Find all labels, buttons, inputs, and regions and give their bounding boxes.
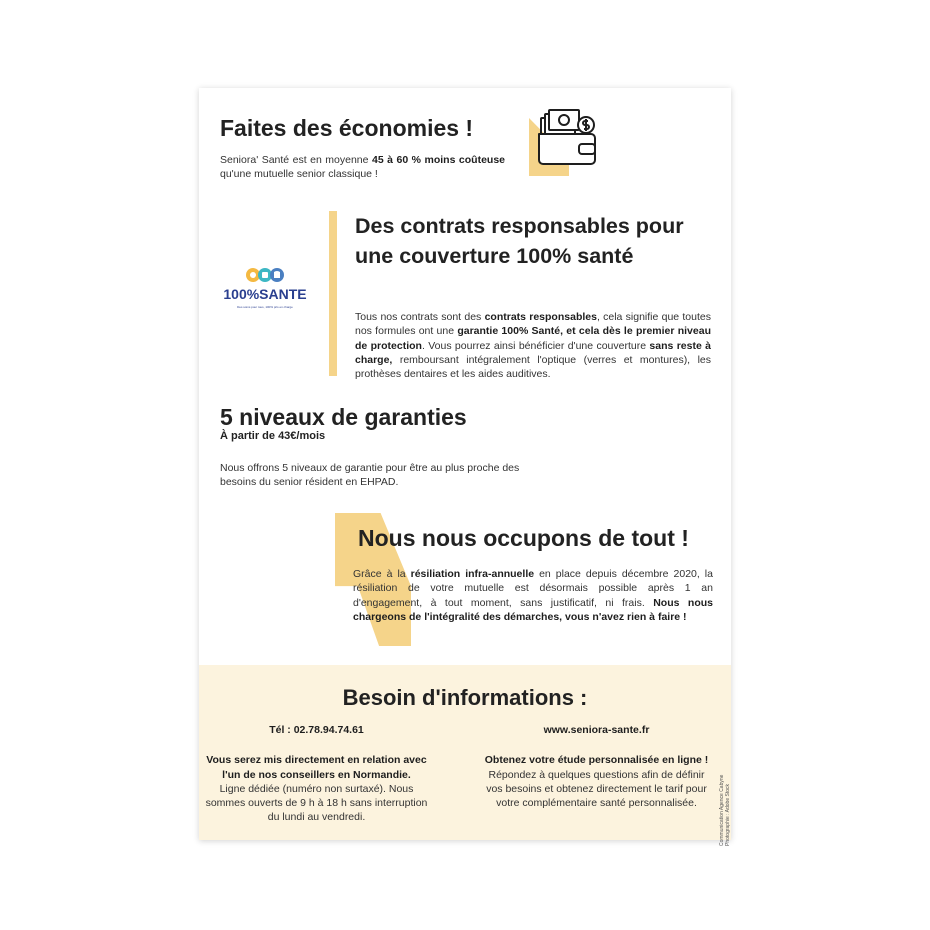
website-link[interactable]: www.seniora-sante.fr [543, 724, 650, 736]
niveaux-title: 5 niveaux de garanties [220, 404, 467, 430]
niveaux-subtitle: À partir de 43€/mois [220, 430, 326, 442]
wallet-money-icon [535, 108, 599, 172]
svg-text:Des soins pour tous, 100% pris: Des soins pour tous, 100% pris en charge [237, 305, 293, 309]
flyer-page [199, 88, 732, 846]
100-sante-logo [223, 266, 307, 320]
phone-number[interactable]: Tél : 02.78.94.74.61 [269, 724, 364, 736]
svg-text:100%SANTE: 100%SANTE [223, 286, 307, 302]
occupons-title: Nous nous occupons de tout ! [358, 525, 689, 551]
infos-web-column [479, 723, 714, 810]
infos-title: Besoin d'informations : [342, 685, 588, 710]
phone-text: Ligne dédiée (numéro non surtaxé). Nous sommes ouverts de 9 h à 18 h sans interruption du lundi au vendredi. [205, 782, 428, 824]
contrats-title: Des contrats responsables pour une couverture 100% santé [355, 214, 684, 269]
contrats-text: Tous nos contrats sont des contrats responsables, cela signifie que toutes nos formules ont une garantie 100% Santé, et cela dès le premier niveau de protection. Vous pourrez ainsi bénéficier d'une couverture sans reste à charge, remboursant intégralement l'optique (verres et montures), les prothèses dentaires et les aides auditives. [355, 311, 711, 381]
contrats-accent-bar [329, 211, 337, 376]
phone-bold-text: Vous serez mis directement en relation avec l'un de nos conseillers en Normandie. [206, 754, 427, 781]
infos-phone-column [199, 723, 434, 825]
occupons-text: Grâce à la résiliation infra-annuelle en place depuis décembre 2020, la résiliation de votre mutuelle est désormais possible après 1 an d'engagement, à tout moment, sans justificatif, ni frais. Nous nous chargeons de l'intégralité des démarches, vous n'avez rien à faire ! [353, 568, 713, 623]
web-text: Obtenez votre étude personnalisée en ligne ! Répondez à quelques questions afin de définir vos besoins et obtenez directement le tarif pour votre complémentaire santé personnalisée. [484, 754, 709, 810]
photo-credit: Communication Agence Cabyne Photographie : Adobe Stock [719, 774, 732, 846]
infos-section [199, 665, 731, 840]
economies-text: Seniora' Santé est en moyenne 45 à 60 % moins coûteuse qu'une mutuelle senior classique ! [220, 154, 505, 181]
niveaux-text: Nous offrons 5 niveaux de garantie pour être au plus proche des besoins du senior résident en EHPAD. [220, 462, 520, 489]
economies-title: Faites des économies ! [220, 115, 474, 141]
